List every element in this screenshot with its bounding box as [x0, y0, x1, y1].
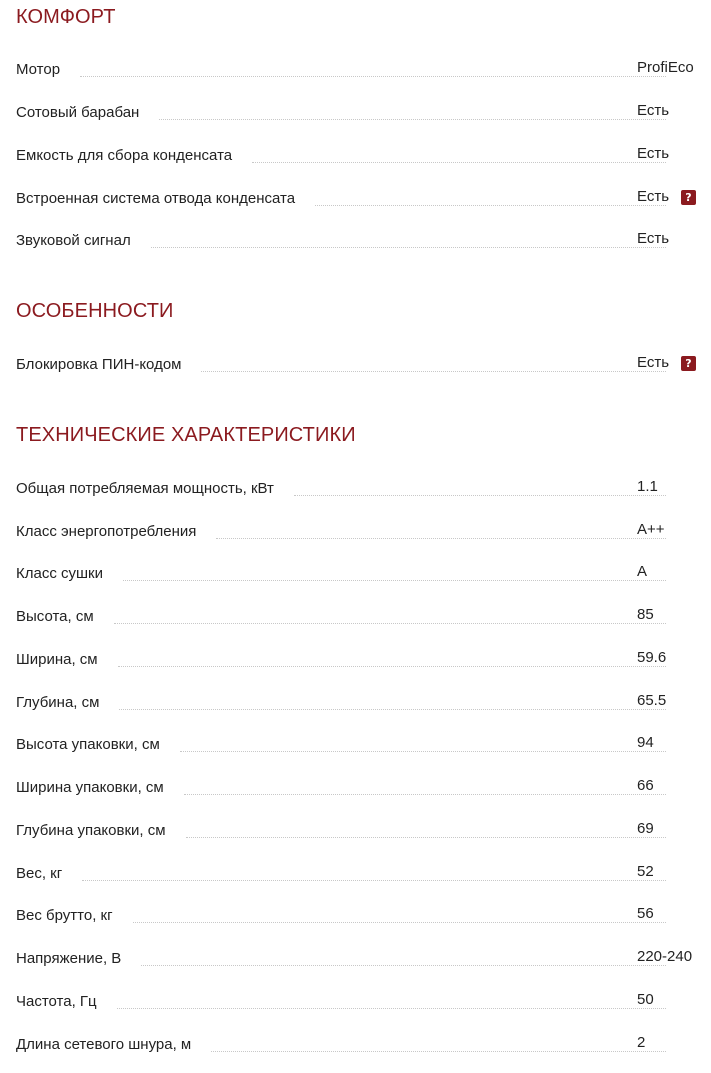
dotted-leader	[186, 837, 666, 838]
spec-row	[16, 519, 696, 541]
spec-label: Общая потребляемая мощность, кВт	[16, 480, 274, 497]
spec-row	[16, 476, 696, 498]
section-comfort	[16, 5, 696, 29]
dotted-leader	[80, 76, 666, 77]
section-features	[16, 299, 696, 323]
spec-row	[16, 604, 696, 626]
help-icon[interactable]: ?	[681, 190, 696, 205]
spec-value: 69	[637, 820, 654, 837]
spec-value: ProfiEco	[637, 59, 694, 76]
dotted-leader	[133, 922, 666, 923]
spec-row	[16, 732, 696, 754]
dotted-leader	[117, 1008, 666, 1009]
spec-label: Ширина упаковки, см	[16, 779, 164, 796]
spec-label: Глубина, см	[16, 694, 100, 711]
dotted-leader	[119, 709, 666, 710]
section-title-tech-specs: ТЕХНИЧЕСКИЕ ХАРАКТЕРИСТИКИ	[16, 424, 356, 446]
dotted-leader	[216, 538, 666, 539]
section-title-features: ОСОБЕННОСТИ	[16, 300, 174, 322]
spec-label: Вес, кг	[16, 865, 63, 882]
spec-value: A	[637, 563, 648, 580]
spec-row	[16, 100, 696, 122]
section-tech-specs	[16, 423, 696, 447]
dotted-leader	[294, 495, 666, 496]
dotted-leader	[211, 1051, 666, 1052]
spec-value: Есть	[637, 188, 670, 205]
section-title-comfort: КОМФОРТ	[16, 6, 116, 28]
spec-row	[16, 903, 696, 925]
spec-label: Напряжение, В	[16, 950, 122, 967]
spec-row	[16, 143, 696, 165]
spec-value: 66	[637, 777, 654, 794]
spec-label: Звуковой сигнал	[16, 232, 131, 249]
spec-row	[16, 861, 696, 883]
spec-row	[16, 690, 696, 712]
spec-value: Есть	[637, 145, 670, 162]
spec-row	[16, 946, 696, 968]
dotted-leader	[184, 794, 666, 795]
spec-row	[16, 352, 696, 374]
dotted-leader	[114, 623, 666, 624]
help-icon[interactable]: ?	[681, 356, 696, 371]
spec-label: Класс сушки	[16, 565, 103, 582]
spec-label: Высота упаковки, см	[16, 736, 160, 753]
spec-label: Глубина упаковки, см	[16, 822, 166, 839]
spec-label: Класс энергопотребления	[16, 523, 197, 540]
spec-row	[16, 989, 696, 1011]
spec-value: Есть	[637, 354, 670, 371]
spec-value: 59.6	[637, 649, 667, 666]
dotted-leader	[315, 205, 666, 206]
spec-row	[16, 561, 696, 583]
spec-label: Встроенная система отвода конденсата	[16, 190, 296, 207]
spec-label: Мотор	[16, 61, 61, 78]
spec-row	[16, 775, 696, 797]
spec-label: Блокировка ПИН-кодом	[16, 356, 182, 373]
spec-label: Высота, см	[16, 608, 94, 625]
spec-value: 56	[637, 905, 654, 922]
dotted-leader	[180, 751, 666, 752]
dotted-leader	[201, 371, 666, 372]
spec-value: Есть	[637, 102, 670, 119]
spec-value: 94	[637, 734, 654, 751]
spec-row	[16, 1032, 696, 1054]
spec-value: 1.1	[637, 478, 658, 495]
spec-row	[16, 228, 696, 250]
spec-row	[16, 818, 696, 840]
dotted-leader	[118, 666, 666, 667]
spec-row	[16, 647, 696, 669]
dotted-leader	[123, 580, 666, 581]
spec-label: Вес брутто, кг	[16, 907, 113, 924]
spec-value: 220-240	[637, 948, 693, 965]
spec-value: 85	[637, 606, 654, 623]
dotted-leader	[151, 247, 666, 248]
spec-value: 50	[637, 991, 654, 1008]
spec-value: A++	[637, 521, 665, 538]
spec-label: Емкость для сбора конденсата	[16, 147, 233, 164]
dotted-leader	[252, 162, 666, 163]
spec-row	[16, 57, 696, 79]
spec-value: 52	[637, 863, 654, 880]
spec-value: 65.5	[637, 692, 667, 709]
dotted-leader	[82, 880, 666, 881]
spec-label: Сотовый барабан	[16, 104, 140, 121]
spec-value: 2	[637, 1034, 646, 1051]
spec-label: Длина сетевого шнура, м	[16, 1036, 192, 1053]
dotted-leader	[141, 965, 666, 966]
spec-label: Ширина, см	[16, 651, 98, 668]
dotted-leader	[159, 119, 666, 120]
spec-value: Есть	[637, 230, 670, 247]
spec-row	[16, 186, 696, 208]
spec-label: Частота, Гц	[16, 993, 97, 1010]
